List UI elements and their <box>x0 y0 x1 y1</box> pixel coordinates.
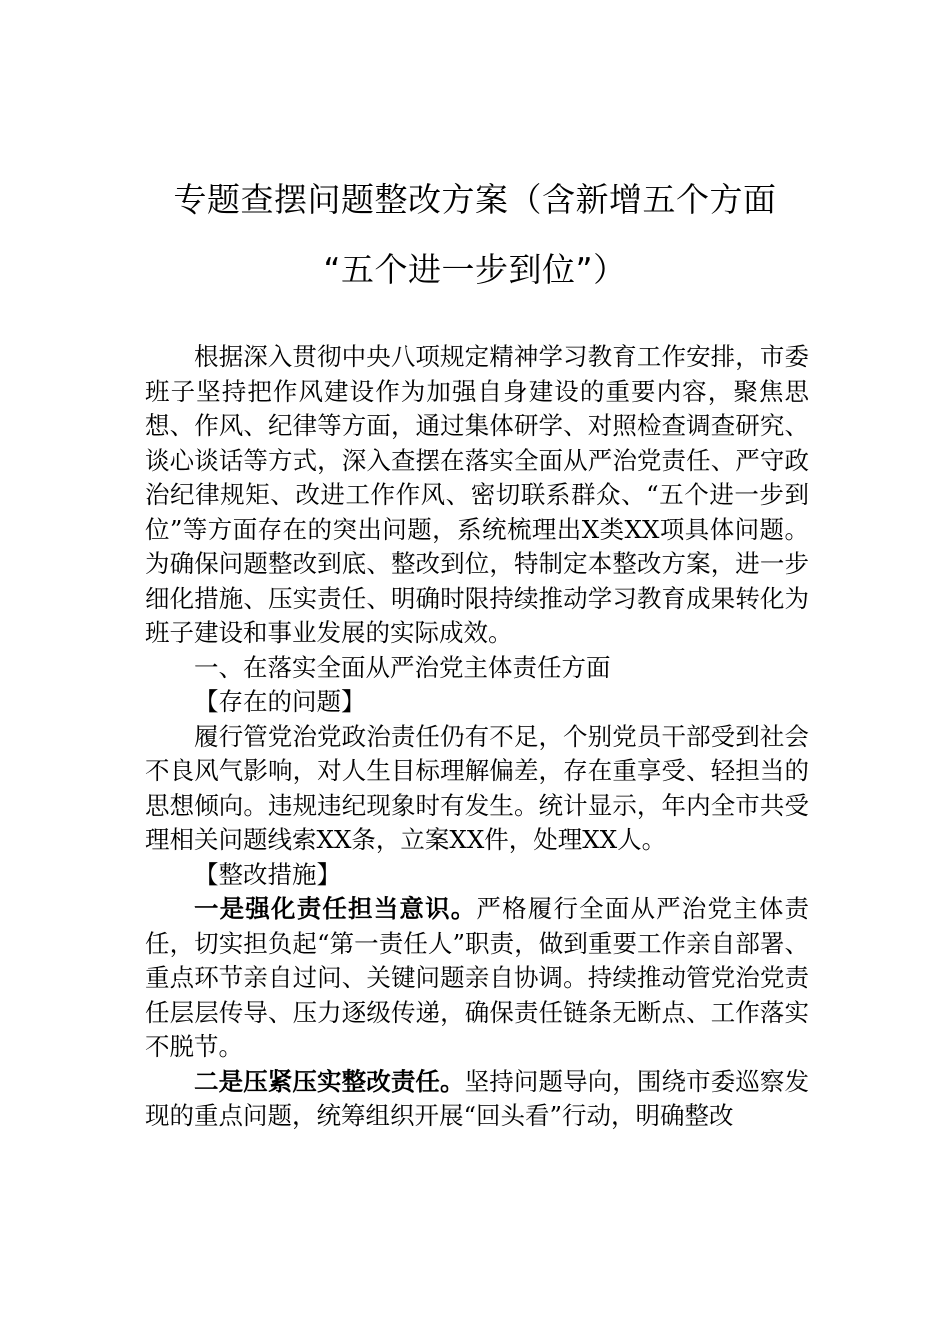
measure-2-text: 坚持问题导向，围绕市委巡察发现的重点问题，统筹组织开展“回头看”行动，明确整改 <box>145 1066 810 1130</box>
measure-1-lead: 一是强化责任担当意识。 <box>194 894 477 923</box>
measure-1-paragraph <box>145 892 809 1065</box>
measure-2-lead: 二是压紧压实整改责任。 <box>194 1066 465 1096</box>
measure-2-paragraph <box>145 1065 809 1134</box>
document-title-line-2: “五个进一步到位”） <box>323 250 627 289</box>
document-title-line-1: 专题查摆问题整改方案（含新增五个方面 <box>173 180 777 219</box>
problems-paragraph: 履行管党治党政治责任仍有不足，个别党员干部受到社会不良风气影响，对人生目标理解偏差，存在重享受、轻担当的思想倾向。违规违纪现象时有发生。统计显示，年内全市共受理相关问题线索XX条，立案XX件，处理XX人。 <box>145 721 809 854</box>
measures-label: 【整改措施】 <box>194 859 341 889</box>
problems-label: 【存在的问题】 <box>194 687 366 716</box>
intro-paragraph: 根据深入贯彻中央八项规定精神学习教育工作安排，市委班子坚持把作风建设作为加强自身建设的重要内容，聚焦思想、作风、纪律等方面，通过集体研学、对照检查调查研究、谈心谈话等方式，深入查摆在落实全面从严治党责任、严守政治纪律规矩、改进工作作风、密切联系群众、“五个进一步到位”等方面存在的突出问题，系统梳理出X类XX项具体问题。为确保问题整改到底、整改到位，特制定本整改方案，进一步细化措施、压实责任、明确时限持续推动学习教育成果转化为班子建设和事业发展的实际成效。 <box>145 342 809 647</box>
measure-1-text: 严格履行全面从严治党主体责任，切实担负起“第一责任人”职责，做到重要工作亲自部署、重点环节亲自过问、关键问题亲自协调。持续推动管党治党责任层层传导、压力逐级传递，确保责任链条无断点、工作落实不脱节。 <box>145 894 810 1061</box>
section-1-heading: 一、在落实全面从严治党主体责任方面 <box>194 652 611 682</box>
document-body <box>145 340 809 1134</box>
